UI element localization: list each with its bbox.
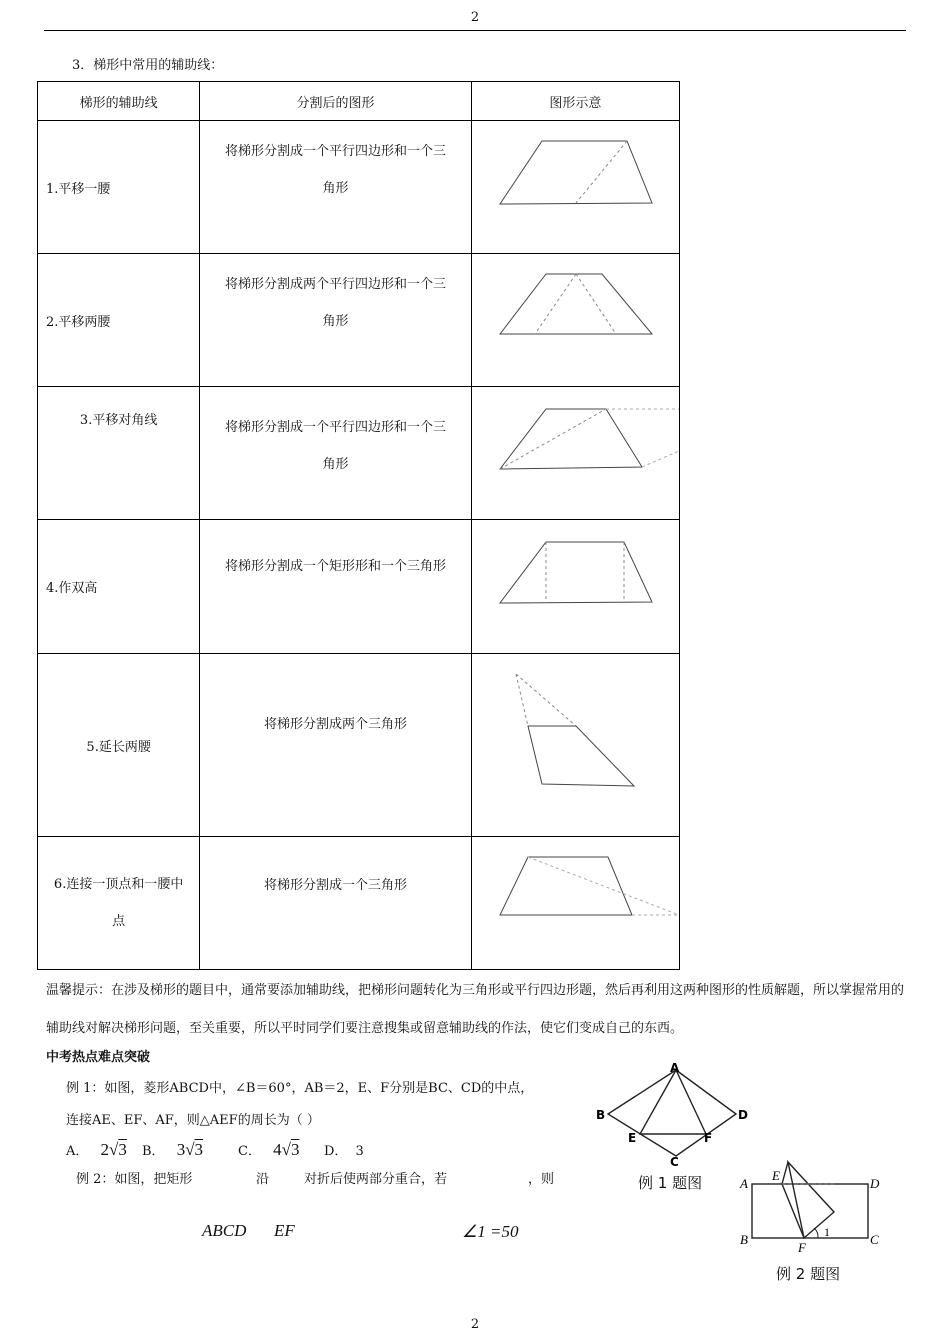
example2-text-2: 沿 xyxy=(256,1172,270,1187)
label-E: E xyxy=(772,1168,780,1183)
example2-text-3: 对折后使两部分重合，若 xyxy=(304,1172,448,1187)
row-name: 1.平移一腰 xyxy=(38,121,200,254)
label-E: E xyxy=(628,1131,637,1145)
row-figure xyxy=(471,520,679,654)
table-row xyxy=(38,520,680,654)
option-d: D． 3 xyxy=(324,1144,364,1159)
math-ef: EF xyxy=(274,1221,295,1240)
math-angle-condition: ∠1 =50 xyxy=(462,1222,519,1241)
row-name: 6.连接一顶点和一腰中 点 xyxy=(38,837,200,970)
example2-folded-rectangle-figure xyxy=(736,1154,886,1258)
example1-caption: 例 1 题图 xyxy=(638,1174,703,1192)
trapezoid-extend-legs-diagram xyxy=(472,654,679,836)
table-row xyxy=(38,121,680,254)
section-title: 3．梯形中常用的辅助线： xyxy=(72,58,224,73)
row-figure xyxy=(471,254,679,387)
trapezoid-two-heights-diagram xyxy=(472,520,679,653)
table-header: 图形示意 xyxy=(471,82,679,121)
row-description: 将梯形分割成两个平行四边形和一个三 角形 xyxy=(200,254,471,387)
example1-rhombus-figure xyxy=(590,1058,760,1168)
row-name: 4.作双高 xyxy=(38,520,200,654)
header-page-number: 2 xyxy=(470,10,480,25)
label-C: C xyxy=(670,1155,679,1168)
example2-text-4: ，则 xyxy=(528,1172,555,1187)
row-figure xyxy=(471,654,679,837)
label-F: F xyxy=(798,1240,806,1255)
row-description: 将梯形分割成一个矩形形和一个三角形 xyxy=(200,520,471,654)
label-A: A xyxy=(670,1061,680,1075)
row-figure xyxy=(471,837,679,970)
example2-caption: 例 2 题图 xyxy=(776,1265,841,1283)
table-row xyxy=(38,654,680,837)
table-header: 分割后的图形 xyxy=(200,82,471,121)
label-B: B xyxy=(740,1232,748,1247)
hot-topics-heading: 中考热点难点突破 xyxy=(46,1050,151,1065)
row-description: 将梯形分割成两个三角形 xyxy=(200,654,471,837)
row-description: 将梯形分割成一个三角形 xyxy=(200,837,471,970)
trapezoid-shift-one-leg-diagram xyxy=(472,121,679,253)
row-description: 将梯形分割成一个平行四边形和一个三 角形 xyxy=(200,121,471,254)
label-B: B xyxy=(596,1108,606,1122)
table-row xyxy=(38,387,680,520)
table-row xyxy=(38,837,680,970)
trapezoid-shift-diagonal-diagram xyxy=(472,387,679,519)
example1-line2: 连接AE、EF、AF，则△AEF的周长为（ ） xyxy=(66,1113,320,1128)
footer-page-number: 2 xyxy=(470,1317,480,1332)
label-C: C xyxy=(870,1232,879,1247)
label-A: A xyxy=(740,1176,748,1191)
table-row xyxy=(38,254,680,387)
row-name: 5.延长两腰 xyxy=(38,654,200,837)
option-a: A． 2√3 xyxy=(66,1140,127,1159)
header-rule xyxy=(44,30,906,31)
option-b: B． 3√3 xyxy=(142,1140,204,1159)
label-D: D xyxy=(738,1108,748,1122)
math-abcd: ABCD xyxy=(202,1221,247,1240)
label-D: D xyxy=(870,1176,880,1191)
table-header: 梯形的辅助线 xyxy=(38,82,200,121)
angle-1-label: 1 xyxy=(824,1225,830,1239)
row-description: 将梯形分割成一个平行四边形和一个三 角形 xyxy=(200,387,471,520)
example1-line1: 例 1：如图，菱形ABCD中，∠B＝60°，AB＝2，E、F分别是BC、CD的中点， xyxy=(66,1081,534,1096)
label-F: F xyxy=(704,1131,713,1145)
row-name: 2.平移两腰 xyxy=(38,254,200,387)
row-figure xyxy=(471,121,679,254)
table-header-row xyxy=(38,82,680,121)
tip-paragraph: 温馨提示：在涉及梯形的题目中，通常要添加辅助线，把梯形问题转化为三角形或平行四边形题，然后再利用这两种图形的性质解题，所以掌握常用的辅助线对解决梯形问题，至关重要，所以平时同学们要注意搜集或留意辅助线的作法，使它们变成自己的东西。 xyxy=(46,983,905,1036)
example2-text-1: 例 2：如图，把矩形 xyxy=(76,1172,193,1187)
trapezoid-vertex-midpoint-diagram xyxy=(472,837,679,969)
option-c: C． 4√3 xyxy=(238,1140,300,1159)
trapezoid-shift-two-legs-diagram xyxy=(472,254,679,386)
row-name: 3.平移对角线 xyxy=(38,387,200,520)
auxiliary-lines-table xyxy=(37,81,680,970)
row-figure xyxy=(471,387,679,520)
